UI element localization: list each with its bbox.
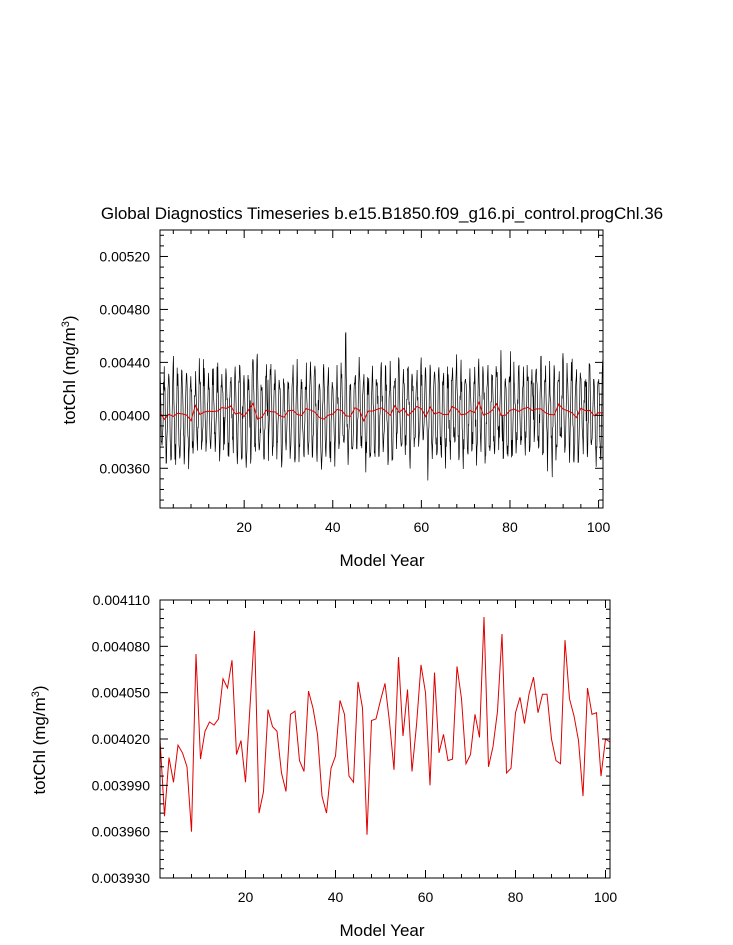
p1-x-tick-label: 100 [586, 519, 611, 535]
p1-series-1-line [160, 402, 603, 421]
p1-x-tick-label: 80 [502, 519, 518, 535]
p1-y-tick-label: 0.00360 [99, 460, 150, 477]
p1-y-tick-label: 0.00440 [99, 354, 150, 371]
p1-y-tick-label: 0.00400 [99, 407, 150, 424]
bottom-y-axis-label [30, 685, 49, 794]
p2-y-tick-label: 0.003960 [91, 823, 150, 840]
bottom-plot-area [160, 617, 610, 835]
p2-y-tick-label: 0.004110 [92, 592, 150, 608]
bottom-y-axis-label-sup: 3 [30, 691, 42, 698]
p2-series-0-line [160, 617, 610, 835]
bottom-tick-labels [92, 592, 618, 905]
p2-x-tick-label: 20 [237, 889, 254, 905]
p2-y-tick-label: 0.003930 [91, 870, 150, 886]
top-panel [60, 230, 610, 570]
p2-y-tick-label: 0.004050 [91, 684, 150, 701]
p2-x-tick-label: 60 [417, 889, 434, 905]
top-plot-area [160, 332, 603, 480]
bottom-y-axis-label-main: totChl (mg/m [30, 697, 49, 795]
bottom-plot-frame [160, 600, 610, 878]
p1-y-tick-label: 0.00520 [99, 248, 150, 265]
p1-x-tick-label: 40 [324, 519, 341, 535]
p1-series-0-line [160, 332, 603, 480]
top-y-axis-label-main: totChl (mg/m [60, 327, 79, 425]
p2-x-tick-label: 40 [327, 889, 344, 905]
p2-y-tick-label: 0.004080 [91, 638, 150, 655]
bottom-panel [30, 592, 617, 940]
top-x-axis-label: Model Year [339, 551, 425, 570]
top-y-axis-label-end: ) [60, 315, 79, 322]
bottom-ticks [160, 600, 610, 878]
p1-x-tick-label: 60 [413, 519, 430, 535]
p2-y-tick-label: 0.004020 [91, 731, 150, 747]
bottom-y-axis-label-end: ) [30, 685, 49, 692]
chart-title: Global Diagnostics Timeseries b.e15.B1850.f09_g16.pi_control.progChl.36 [100, 204, 664, 223]
p2-y-tick-label: 0.003990 [91, 777, 150, 794]
bottom-x-axis-label: Model Year [339, 921, 425, 940]
p1-y-tick-label: 0.00480 [99, 301, 150, 318]
p2-x-tick-label: 100 [593, 889, 618, 905]
top-y-axis-label [60, 315, 79, 424]
top-y-axis-label-sup: 3 [60, 321, 72, 328]
p2-x-tick-label: 80 [507, 889, 524, 905]
p1-x-tick-label: 20 [236, 519, 252, 535]
